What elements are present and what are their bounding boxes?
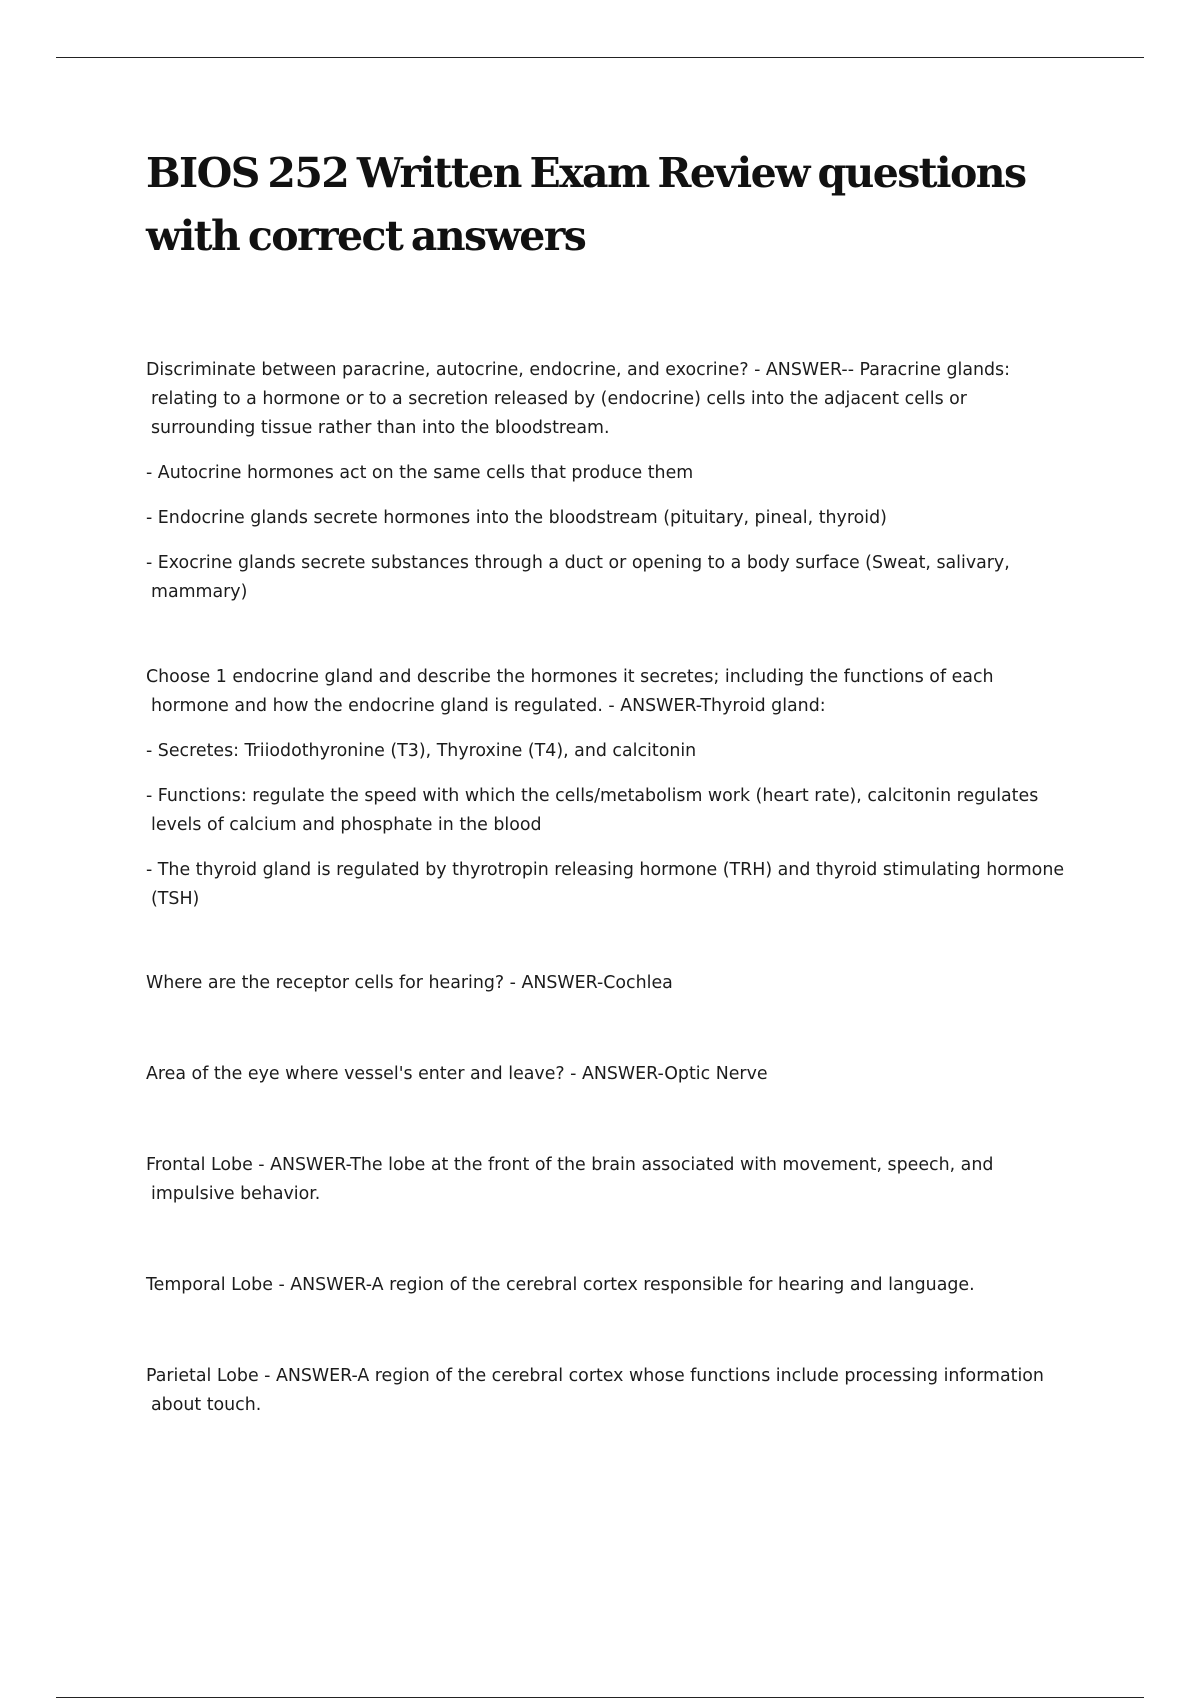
question-text: Where are the receptor cells for hearing? - ANSWER-Cochlea [146, 973, 673, 993]
question-text: Frontal Lobe - ANSWER-The lobe at the front of the brain associated with movement, speech, and impulsive behavior. [146, 1155, 994, 1204]
answer-bullet: - The thyroid gland is regulated by thyrotropin releasing hormone (TRH) and thyroid stimulating hormone (TSH) [146, 860, 1065, 909]
answer-bullet: - Functions: regulate the speed with which the cells/metabolism work (heart rate), calcitonin regulates levels of calcium and phosphate in the blood [146, 786, 1039, 835]
question-item [146, 1060, 1066, 1089]
question-item [146, 663, 1066, 914]
document-title: BIOS 252 Written Exam Review questions with correct answers [146, 149, 1026, 260]
question-text: Area of the eye where vessel's enter and leave? - ANSWER-Optic Nerve [146, 1064, 768, 1084]
footer-rule [56, 1697, 1144, 1698]
question-item [146, 1271, 1066, 1300]
question-text: Temporal Lobe - ANSWER-A region of the cerebral cortex responsible for hearing and language. [146, 1275, 975, 1295]
question-list [146, 356, 1066, 1420]
question-item [146, 1151, 1066, 1209]
question-item [146, 356, 1066, 607]
answer-bullet: - Secretes: Triiodothyronine (T3), Thyroxine (T4), and calcitonin [146, 741, 697, 761]
question-item [146, 969, 1066, 998]
header-rule [56, 57, 1144, 58]
answer-bullet: - Autocrine hormones act on the same cells that produce them [146, 463, 694, 483]
question-text: Choose 1 endocrine gland and describe the hormones it secretes; including the functions of each hormone and how the endocrine gland is regulated. - ANSWER-Thyroid gland: [146, 667, 994, 716]
question-text: Parietal Lobe - ANSWER-A region of the cerebral cortex whose functions include processing information about touch. [146, 1366, 1044, 1415]
question-text: Discriminate between paracrine, autocrine, endocrine, and exocrine? - ANSWER-- Paracrine glands: relating to a hormone or to a secretion released by (endocrine) cells into the adjacent cells or surrounding tissue rather than into the bloodstream. [146, 360, 1010, 438]
answer-bullet: - Endocrine glands secrete hormones into the bloodstream (pituitary, pineal, thyroid) [146, 508, 887, 528]
answer-bullet: - Exocrine glands secrete substances through a duct or opening to a body surface (Sweat, salivary, mammary) [146, 553, 1010, 602]
question-item [146, 1362, 1066, 1420]
